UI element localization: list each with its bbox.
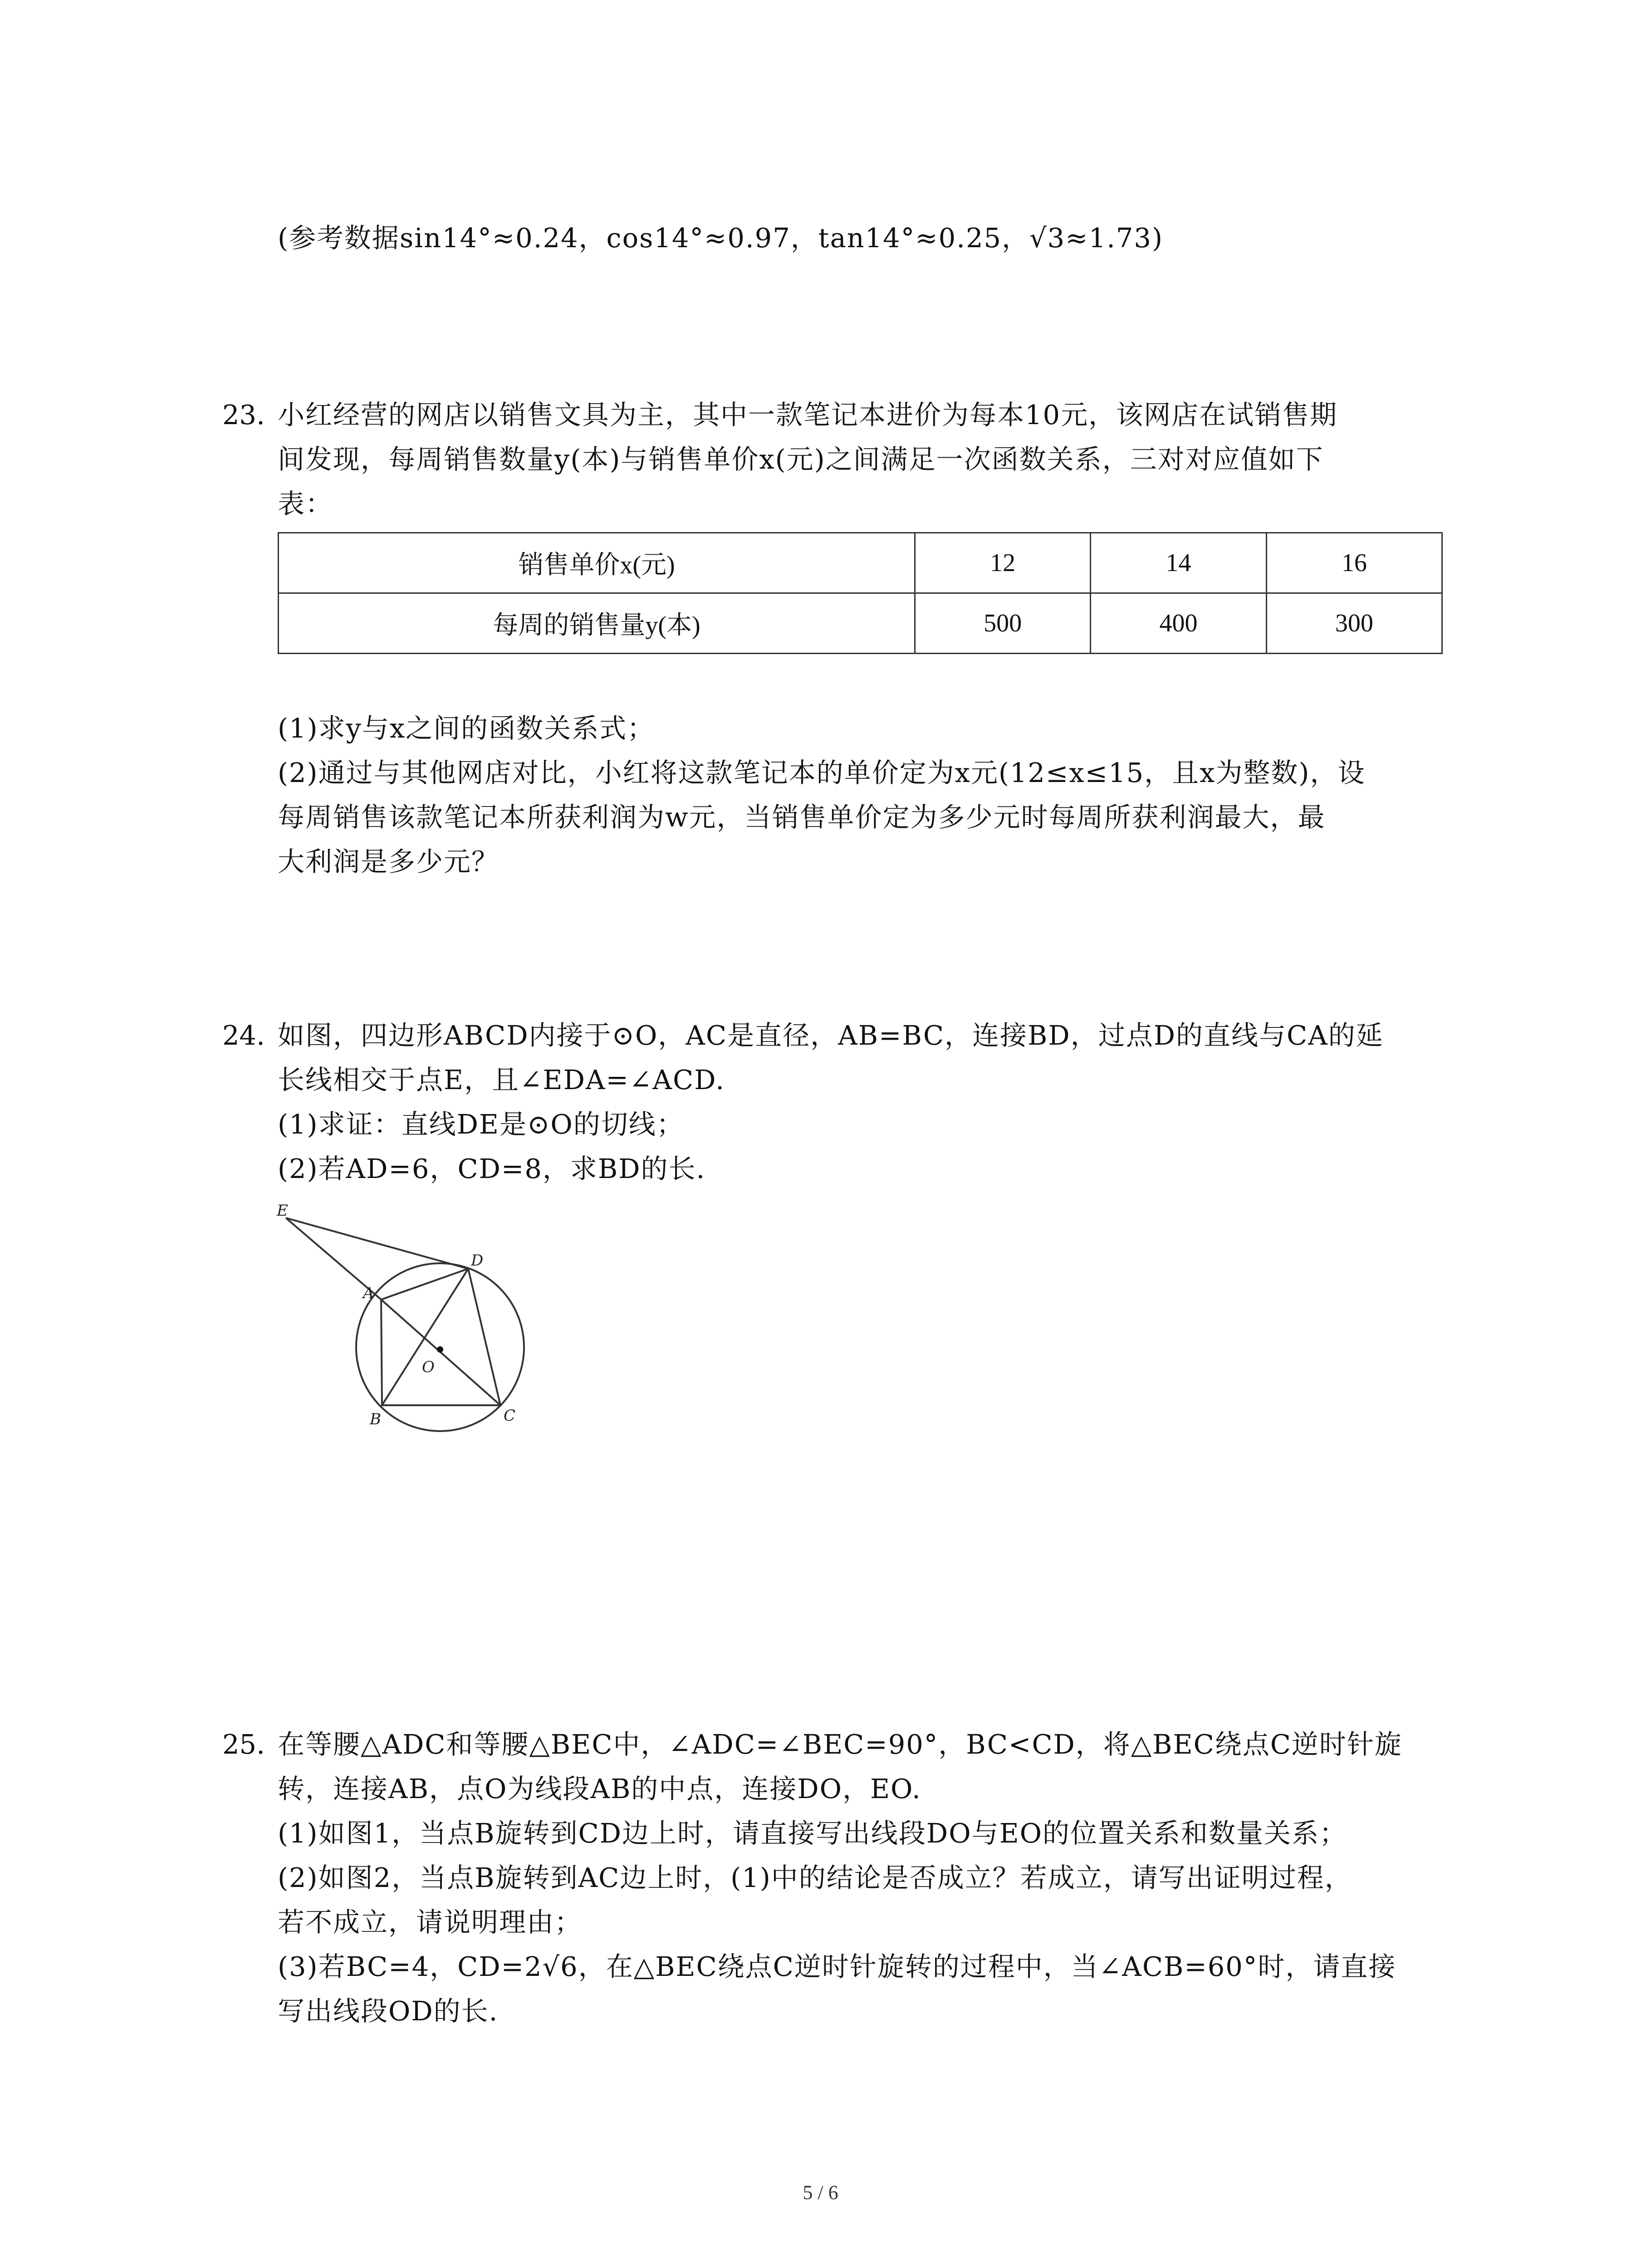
circle-quadrilateral-figure xyxy=(272,1198,554,1442)
question-23-part-2-cont: 每周销售该款笔记本所获利润为w元，当销售单价定为多少元时每周所获利润最大，最 xyxy=(278,802,1326,833)
question-23-part-1: (1)求y与x之间的函数关系式； xyxy=(278,713,655,744)
label-o: O xyxy=(422,1358,435,1376)
question-24-part-2: (2)若AD=6，CD=8，求BD的长. xyxy=(278,1153,706,1184)
chord-bd xyxy=(382,1269,468,1405)
question-24-line-1: 如图，四边形ABCD内接于⊙O，AC是直径，AB=BC，连接BD，过点D的直线与CA的延 xyxy=(278,1020,1384,1051)
table-row-label: 销售单价x(元) xyxy=(279,533,915,593)
table-row xyxy=(279,593,1442,654)
table-cell: 16 xyxy=(1266,533,1442,593)
table-row-label: 每周的销售量y(本) xyxy=(279,593,915,654)
question-23-line-2: 间发现，每周销售数量y(本)与销售单价x(元)之间满足一次函数关系，三对对应值如下 xyxy=(278,444,1324,475)
question-25-line-2: 转，连接AB，点O为线段AB的中点，连接DO，EO. xyxy=(278,1773,921,1804)
question-24-number: 24. xyxy=(222,1020,265,1051)
tangent-de xyxy=(286,1218,468,1269)
label-c: C xyxy=(504,1407,516,1425)
label-a: A xyxy=(363,1284,374,1302)
label-d: D xyxy=(471,1251,484,1270)
table-cell: 300 xyxy=(1266,593,1442,654)
reference-note: (参考数据sin14°≈0.24，cos14°≈0.97，tan14°≈0.25，√3≈1.73) xyxy=(278,222,1163,254)
center-point-o xyxy=(437,1346,443,1353)
table-row xyxy=(279,533,1442,593)
label-b: B xyxy=(370,1410,381,1428)
question-24-part-1: (1)求证：直线DE是⊙O的切线； xyxy=(278,1109,684,1140)
question-23-line-3: 表： xyxy=(278,488,333,519)
question-24-line-2: 长线相交于点E，且∠EDA=∠ACD. xyxy=(278,1064,725,1095)
question-25-part-3-cont: 写出线段OD的长. xyxy=(278,1995,499,2027)
question-25-part-2-cont: 若不成立，请说明理由； xyxy=(278,1906,583,1938)
question-25-part-2: (2)如图2，当点B旋转到AC边上时，(1)中的结论是否成立？若成立，请写出证明过程， xyxy=(278,1862,1352,1893)
table-cell: 400 xyxy=(1091,593,1266,654)
question-25-line-1: 在等腰△ADC和等腰△BEC中，∠ADC=∠BEC=90°，BC<CD，将△BEC绕点C逆时针旋 xyxy=(278,1729,1402,1760)
page-number: 5 / 6 xyxy=(803,2181,838,2204)
question-23-part-2: (2)通过与其他网店对比，小红将这款笔记本的单价定为x元(12≤x≤15，且x为整数)，设 xyxy=(278,757,1366,788)
label-e: E xyxy=(277,1202,288,1220)
table-cell: 12 xyxy=(915,533,1091,593)
question-23-number: 23. xyxy=(222,399,265,430)
quadrilateral-abcd xyxy=(381,1269,500,1405)
question-25-number: 25. xyxy=(222,1729,265,1760)
table-cell: 14 xyxy=(1091,533,1266,593)
table-cell: 500 xyxy=(915,593,1091,654)
price-volume-table xyxy=(278,532,1443,654)
question-25-part-1: (1)如图1，当点B旋转到CD边上时，请直接写出线段DO与EO的位置关系和数量关系； xyxy=(278,1818,1347,1849)
question-23-part-2-end: 大利润是多少元？ xyxy=(278,846,500,877)
question-25-part-3: (3)若BC=4，CD=2√6，在△BEC绕点C逆时针旋转的过程中，当∠ACB=60°时，请直接 xyxy=(278,1951,1396,1982)
question-23-line-1: 小红经营的网店以销售文具为主，其中一款笔记本进价为每本10元，该网店在试销售期 xyxy=(278,399,1338,430)
